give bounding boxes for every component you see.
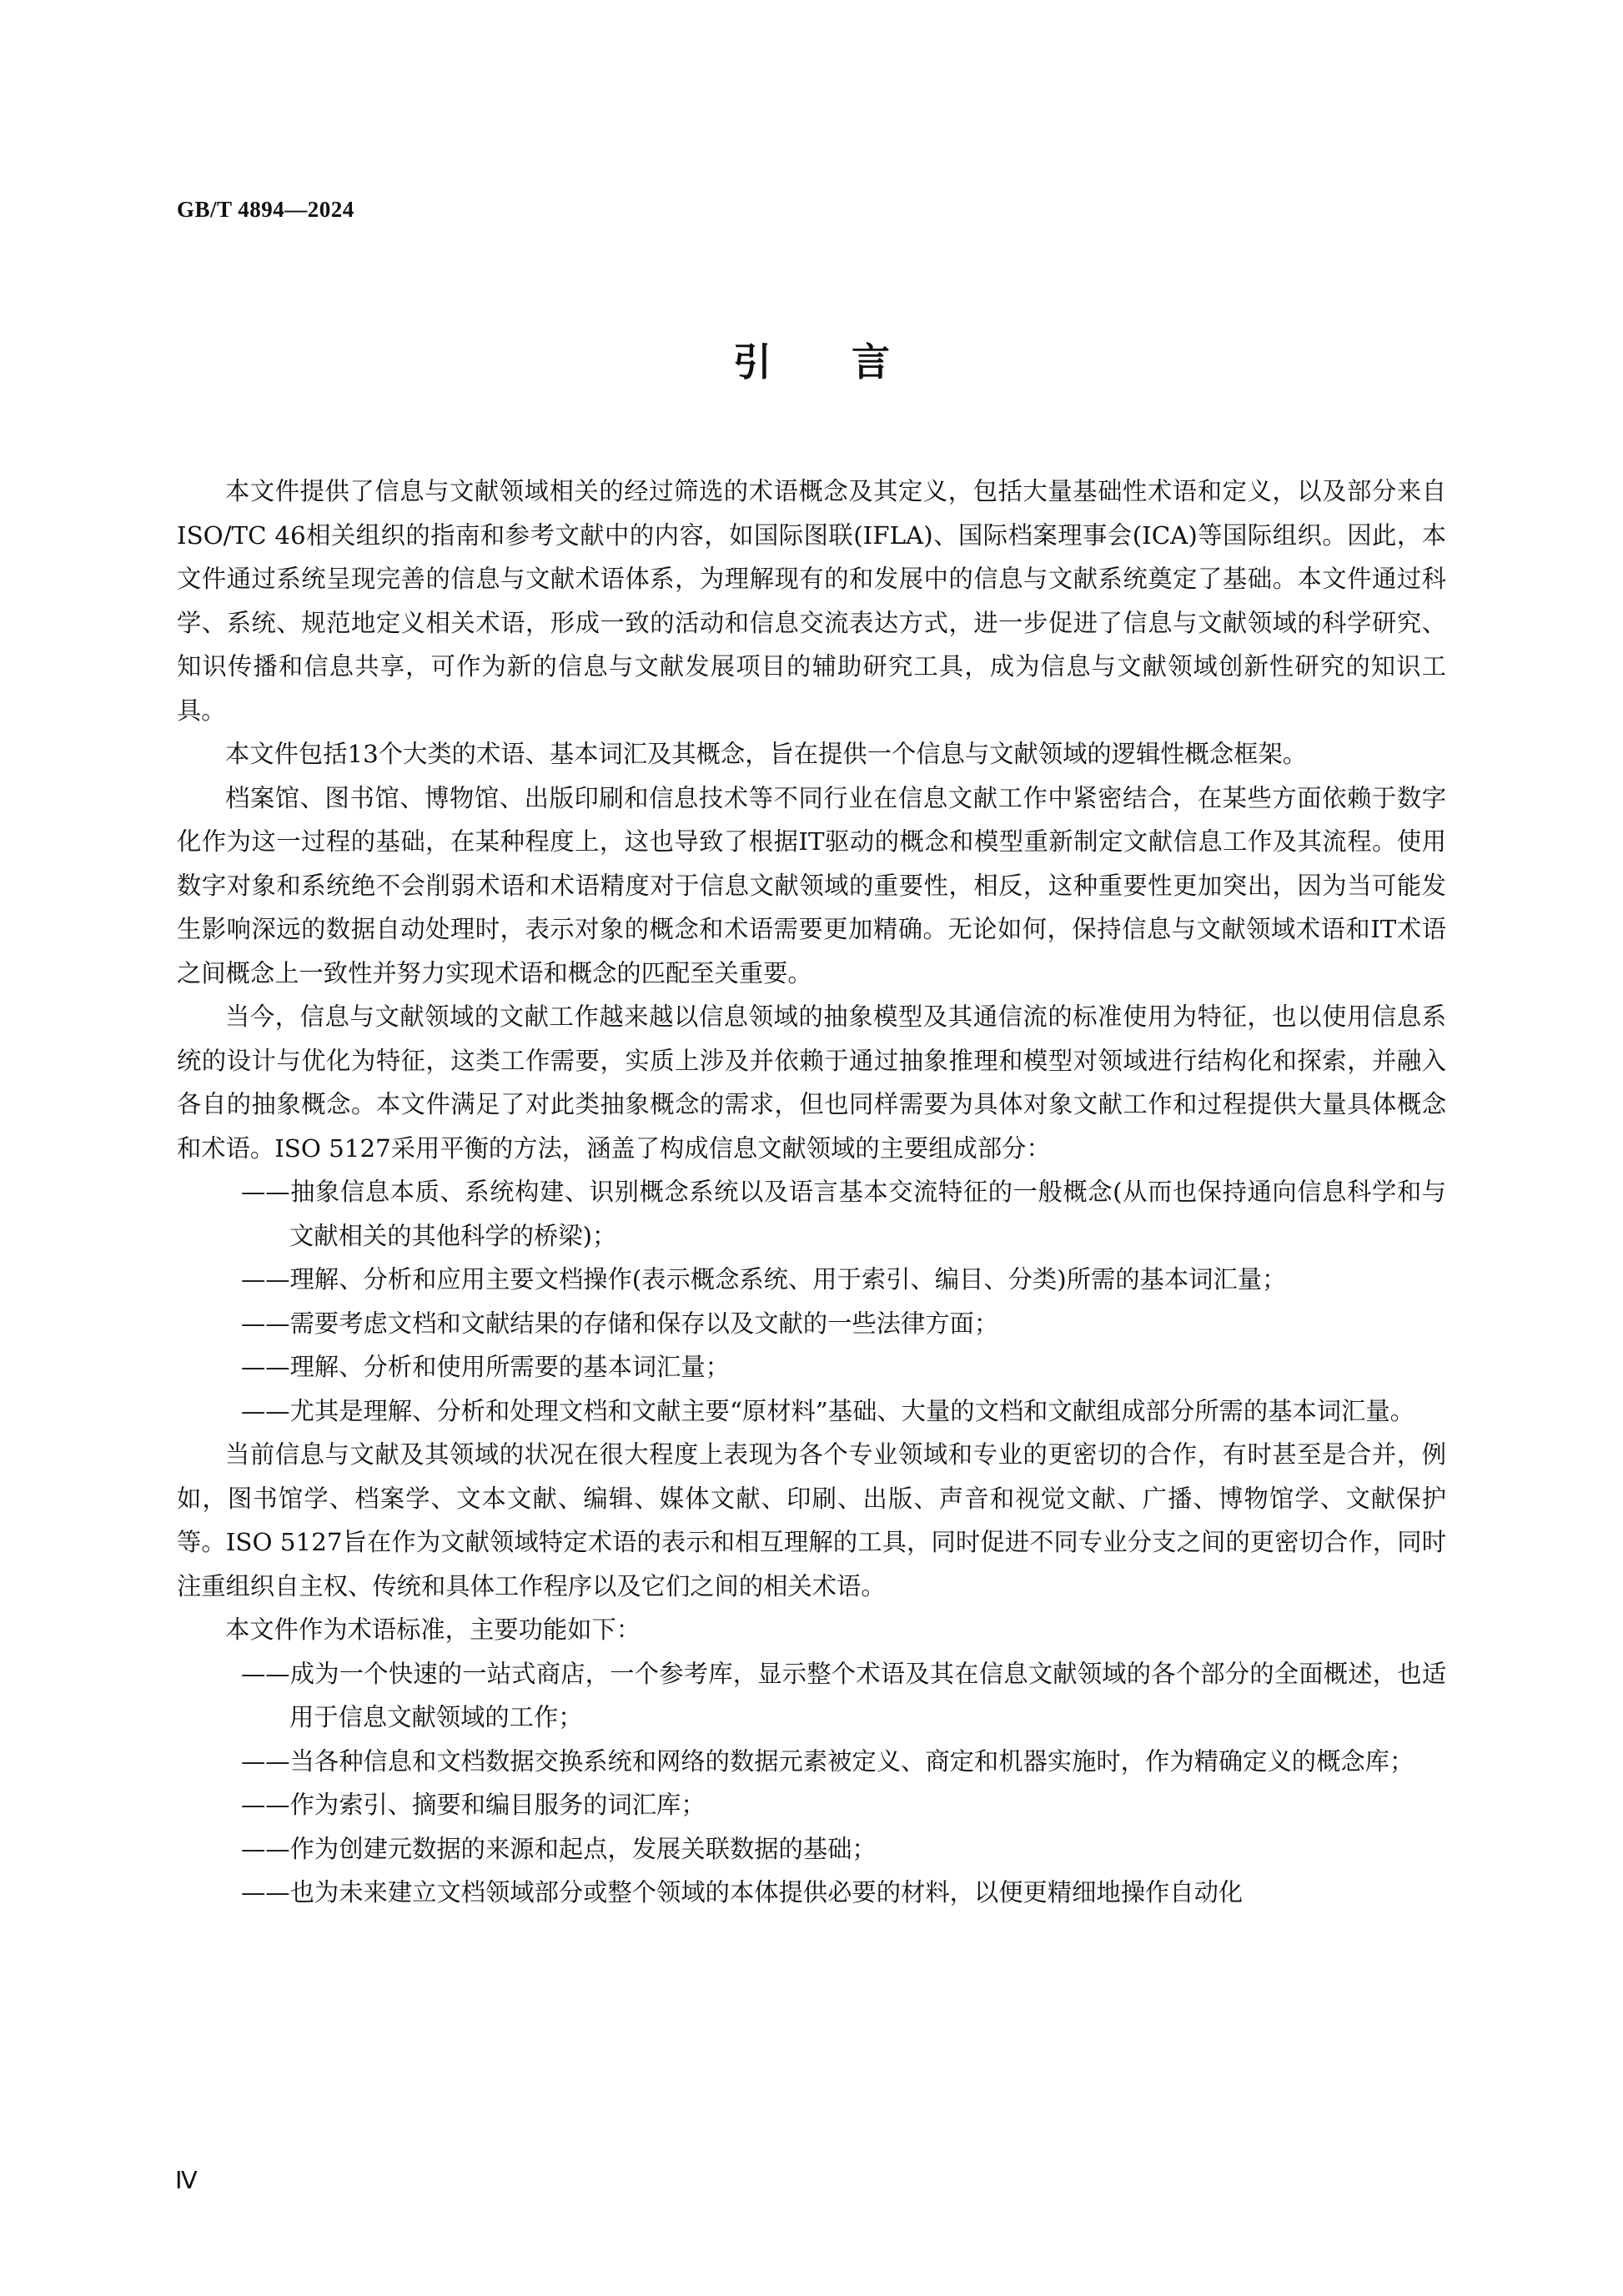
- list-item: ——抽象信息本质、系统构建、识别概念系统以及语言基本交流特征的一般概念(从而也保持通向信息科学和与文献相关的其他科学的桥梁)；: [241, 1178, 1446, 1250]
- paragraph: 本文件包括13个大类的术语、基本词汇及其概念，旨在提供一个信息与文献领域的逻辑性概念框架。: [225, 740, 1308, 768]
- list-item: ——作为索引、摘要和编目服务的词汇库；: [241, 1791, 706, 1819]
- list-item: ——也为未来建立文档领域部分或整个领域的本体提供必要的材料，以便更精细地操作自动化: [241, 1878, 1244, 1907]
- list-item: ——理解、分析和使用所需要的基本词汇量；: [241, 1353, 730, 1381]
- list-item: ——当各种信息和文档数据交换系统和网络的数据元素被定义、商定和机器实施时，作为精确定义的概念库；: [241, 1746, 1414, 1776]
- paragraph: 本文件作为术语标准，主要功能如下：: [225, 1615, 641, 1644]
- list-item: ——需要考虑文档和文献结果的存储和保存以及文献的一些法律方面；: [241, 1309, 999, 1338]
- list-item: ——理解、分析和应用主要文档操作(表示概念系统、用于索引、编目、分类)所需的基本词汇量；: [241, 1265, 1287, 1294]
- page-title: 引言: [733, 339, 970, 384]
- paragraph: 当前信息与文献及其领域的状况在很大程度上表现为各个专业领域和专业的更密切的合作，有时甚至是合并，例如，图书馆学、档案学、文本文献、编辑、媒体文献、印刷、出版、声音和视觉文献、广播、博物馆学、文献保护等。ISO 5127旨在作为文献领域特定术语的表示和相互理解的工具，同时促进不同专业分支之间的更密切合作，同时注重组织自主权、传统和具体工作程序以及它们之间的相关术语。: [177, 1440, 1446, 1600]
- page-number: Ⅳ: [175, 2168, 198, 2194]
- paragraph: 当今，信息与文献领域的文献工作越来越以信息领域的抽象模型及其通信流的标准使用为特征，也以使用信息系统的设计与优化为特征，这类工作需要，实质上涉及并依赖于通过抽象推理和模型对领域进行结构化和探索，并融入各自的抽象概念。本文件满足了对此类抽象概念的需求，但也同样需要为具体对象文献工作和过程提供大量具体概念和术语。ISO 5127采用平衡的方法，涵盖了构成信息文献领域的主要组成部分：: [177, 1002, 1446, 1163]
- body-text: [177, 470, 1446, 1915]
- paragraph: 本文件提供了信息与文献领域相关的经过筛选的术语概念及其定义，包括大量基础性术语和定义，以及部分来自ISO/TC 46相关组织的指南和参考文献中的内容，如国际图联(IFLA)、国际档案理事会(ICA)等国际组织。因此，本文件通过系统呈现完善的信息与文献术语体系，为理解现有的和发展中的信息与文献系统奠定了基础。本文件通过科学、系统、规范地定义相关术语，形成一致的活动和信息交流表达方式，进一步促进了信息与文献领域的科学研究、知识传播和信息共享，可作为新的信息与文献发展项目的辅助研究工具，成为信息与文献领域创新性研究的知识工具。: [177, 477, 1446, 725]
- list-item: ——尤其是理解、分析和处理文档和文献主要“原材料”基础、大量的文档和文献组成部分所需的基本词汇量。: [241, 1396, 1414, 1425]
- standard-code: GB/T 4894—2024: [177, 197, 354, 222]
- list-item: ——作为创建元数据的来源和起点，发展关联数据的基础；: [241, 1834, 877, 1863]
- list-item: ——成为一个快速的一站式商店，一个参考库，显示整个术语及其在信息文献领域的各个部分的全面概述，也适用于信息文献领域的工作；: [241, 1659, 1446, 1731]
- paragraph: 档案馆、图书馆、博物馆、出版印刷和信息技术等不同行业在信息文献工作中紧密结合，在某些方面依赖于数字化作为这一过程的基础，在某种程度上，这也导致了根据IT驱动的概念和模型重新制定文献信息工作及其流程。使用数字对象和系统绝不会削弱术语和术语精度对于信息文献领域的重要性，相反，这种重要性更加突出，因为当可能发生影响深远的数据自动处理时，表示对象的概念和术语需要更加精确。无论如何，保持信息与文献领域术语和IT术语之间概念上一致性并努力实现术语和概念的匹配至关重要。: [177, 783, 1446, 987]
